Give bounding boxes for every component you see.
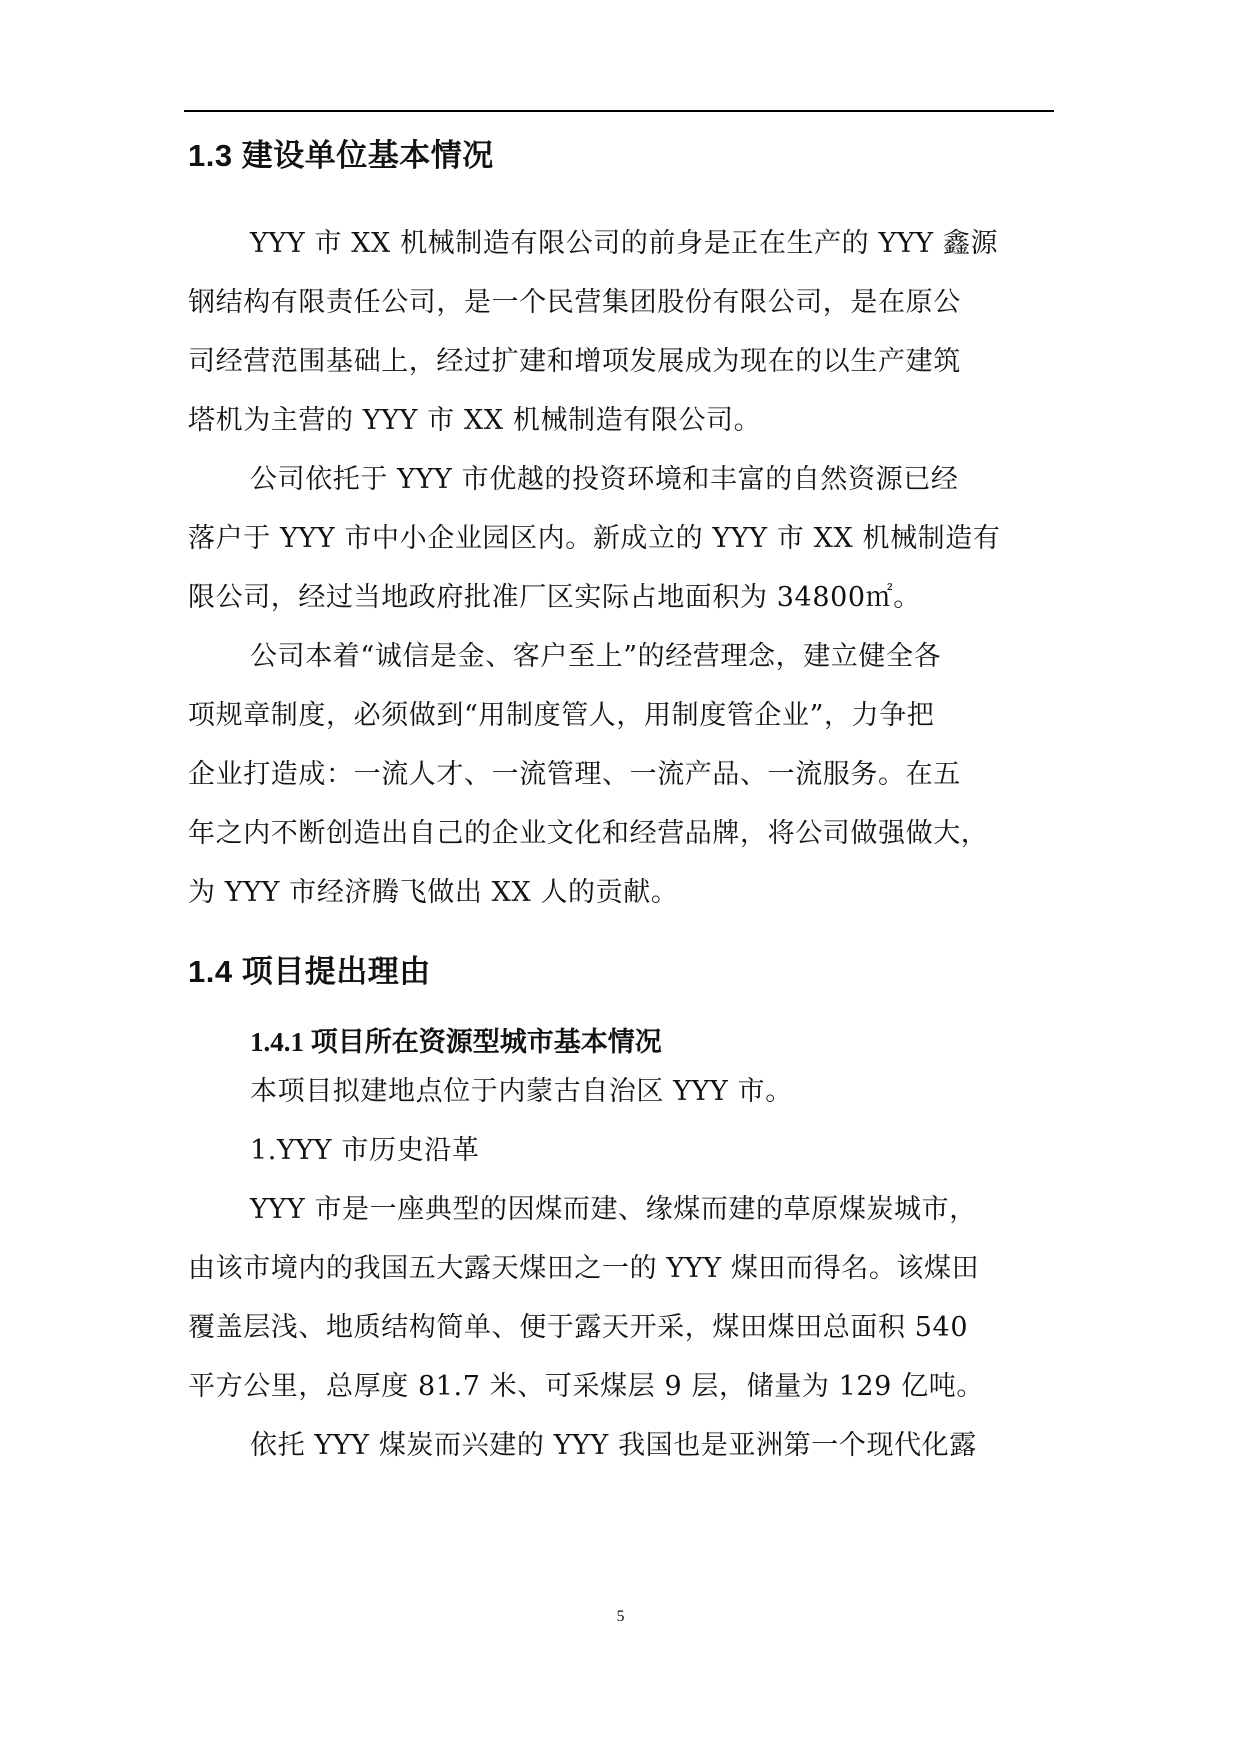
text-line: 项规章制度，必须做到“用制度管人，用制度管企业”，力争把 bbox=[188, 700, 935, 731]
page-content bbox=[188, 122, 1058, 1475]
paragraph-city-development bbox=[188, 1416, 1058, 1475]
text-line: 公司本着“诚信是金、客户至上”的经营理念，建立健全各 bbox=[250, 641, 942, 672]
header-rule bbox=[184, 110, 1054, 112]
text-line: 为 YYY 市经济腾飞做出 XX 人的贡献。 bbox=[188, 877, 679, 908]
page-number: 5 bbox=[616, 1608, 625, 1625]
section-heading-1-4: 1.4 项目提出理由 bbox=[188, 954, 431, 989]
paragraph-city-coal bbox=[188, 1180, 1058, 1416]
text-line: 本项目拟建地点位于内蒙古自治区 YYY 市。 bbox=[250, 1076, 793, 1107]
text-line: 由该市境内的我国五大露天煤田之一的 YYY 煤田而得名。该煤田 bbox=[188, 1253, 980, 1284]
text-line: 平方公里，总厚度 81.7 米、可采煤层 9 层，储量为 129 亿吨。 bbox=[188, 1371, 984, 1402]
text-line: 企业打造成：一流人才、一流管理、一流产品、一流服务。在五 bbox=[188, 759, 961, 790]
text-line: 钢结构有限责任公司，是一个民营集团股份有限公司，是在原公 bbox=[188, 287, 961, 318]
text-line: YYY 市 XX 机械制造有限公司的前身是正在生产的 YYY 鑫源 bbox=[250, 228, 999, 259]
text-line: 塔机为主营的 YYY 市 XX 机械制造有限公司。 bbox=[188, 405, 762, 436]
subsection-heading-1-4-1: 1.4.1 项目所在资源型城市基本情况 bbox=[250, 1027, 662, 1057]
paragraph-company-location bbox=[188, 450, 1058, 627]
text-line: 依托 YYY 煤炭而兴建的 YYY 我国也是亚洲第一个现代化露 bbox=[250, 1430, 977, 1461]
text-line: 覆盖层浅、地质结构简单、便于露天开采，煤田煤田总面积 540 bbox=[188, 1312, 969, 1343]
text-line: 司经营范围基础上，经过扩建和增项发展成为现在的以生产建筑 bbox=[188, 346, 961, 377]
text-line: 落户于 YYY 市中小企业园区内。新成立的 YYY 市 XX 机械制造有 bbox=[188, 523, 1001, 554]
paragraph-company-history bbox=[188, 214, 1058, 450]
text-line: YYY 市是一座典型的因煤而建、缘煤而建的草原煤炭城市， bbox=[250, 1194, 977, 1225]
paragraph-project-location bbox=[188, 1062, 1058, 1121]
text-line: 公司依托于 YYY 市优越的投资环境和丰富的自然资源已经 bbox=[250, 464, 959, 495]
text-line: 1.YYY 市历史沿革 bbox=[250, 1135, 480, 1166]
list-item-history bbox=[188, 1121, 1058, 1180]
text-line: 限公司，经过当地政府批准厂区实际占地面积为 34800㎡。 bbox=[188, 582, 921, 613]
section-heading-1-3: 1.3 建设单位基本情况 bbox=[188, 138, 494, 173]
paragraph-company-philosophy bbox=[188, 627, 1058, 922]
text-line: 年之内不断创造出自己的企业文化和经营品牌，将公司做强做大， bbox=[188, 818, 989, 849]
